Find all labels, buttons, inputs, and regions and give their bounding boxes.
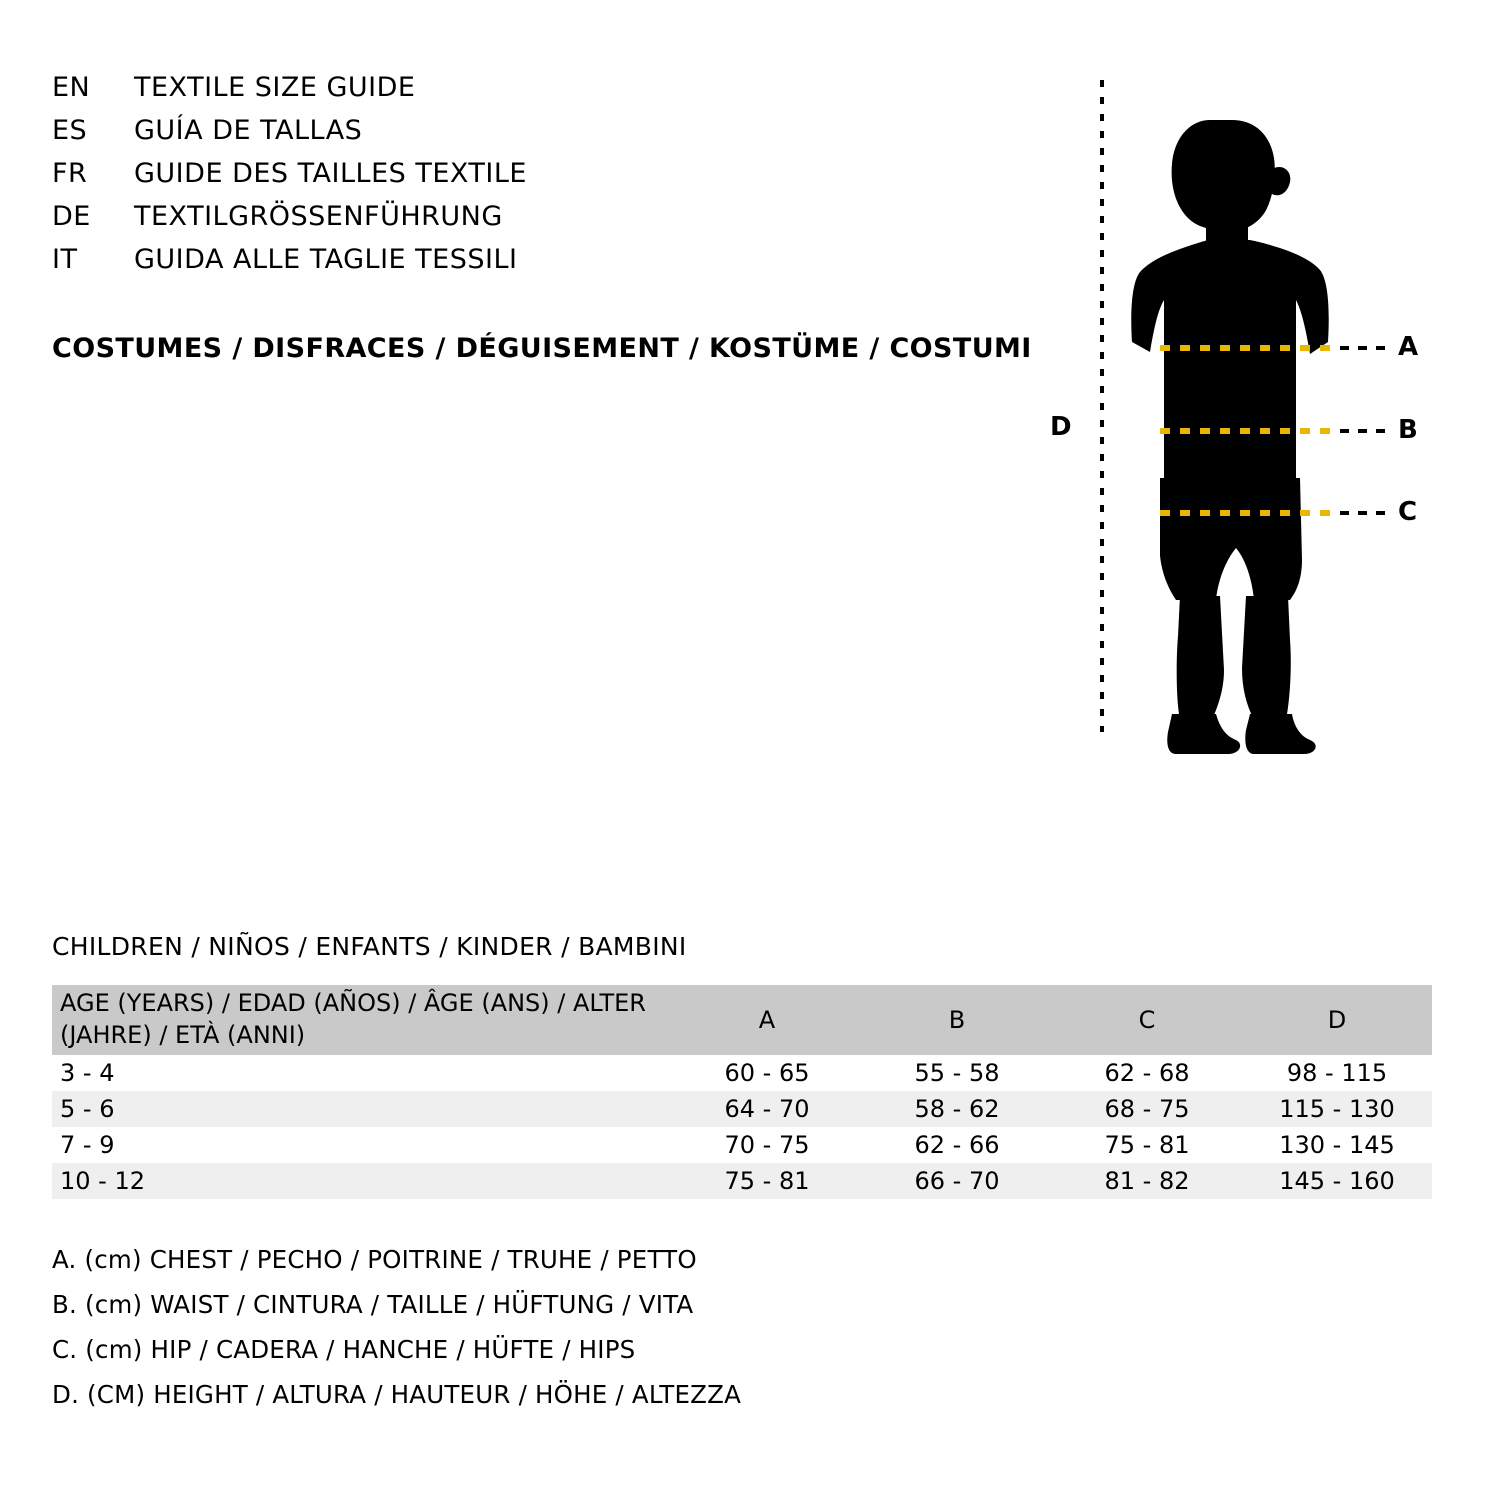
cell-c: 81 - 82 [1052, 1163, 1242, 1199]
cell-b: 66 - 70 [862, 1163, 1052, 1199]
cell-age: 3 - 4 [52, 1055, 672, 1091]
cell-b: 62 - 66 [862, 1127, 1052, 1163]
measurement-diagram [1040, 60, 1460, 760]
category-line: COSTUMES / DISFRACES / DÉGUISEMENT / KOSTÜME / COSTUMI [52, 333, 1032, 364]
language-title-list [52, 72, 1032, 287]
language-code: EN [52, 72, 91, 103]
language-code: IT [52, 244, 78, 275]
language-code: DE [52, 201, 91, 232]
language-title: GUIDA ALLE TAGLIE TESSILI [134, 244, 518, 275]
figure-label-a: A [1398, 332, 1419, 362]
cell-d: 115 - 130 [1242, 1091, 1432, 1127]
language-title: GUIDE DES TAILLES TEXTILE [134, 158, 527, 189]
cell-c: 62 - 68 [1052, 1055, 1242, 1091]
language-row-es [52, 115, 1032, 158]
column-header-b: B [862, 985, 1052, 1055]
language-title: TEXTILGRÖSSENFÜHRUNG [134, 201, 503, 232]
cell-b: 55 - 58 [862, 1055, 1052, 1091]
language-title: TEXTILE SIZE GUIDE [134, 72, 416, 103]
cell-age: 5 - 6 [52, 1091, 672, 1127]
language-row-en [52, 72, 1032, 115]
language-code: ES [52, 115, 88, 146]
silhouette-body [1131, 120, 1328, 754]
legend-item-a: A. (cm) CHEST / PECHO / POITRINE / TRUHE / PETTO [52, 1245, 697, 1274]
legend-item-c: C. (cm) HIP / CADERA / HANCHE / HÜFTE / HIPS [52, 1335, 636, 1364]
column-header-c: C [1052, 985, 1242, 1055]
figure-label-b: B [1398, 415, 1418, 445]
table-row [52, 1055, 1432, 1091]
child-silhouette-icon [1040, 60, 1460, 760]
measurement-legend [52, 1245, 741, 1425]
cell-c: 75 - 81 [1052, 1127, 1242, 1163]
cell-age: 10 - 12 [52, 1163, 672, 1199]
language-code: FR [52, 158, 88, 189]
language-row-it [52, 244, 1032, 287]
cell-a: 60 - 65 [672, 1055, 862, 1091]
cell-a: 70 - 75 [672, 1127, 862, 1163]
column-header-d: D [1242, 985, 1432, 1055]
cell-d: 98 - 115 [1242, 1055, 1432, 1091]
table-row [52, 1163, 1432, 1199]
size-table [52, 985, 1432, 1199]
cell-c: 68 - 75 [1052, 1091, 1242, 1127]
column-header-a: A [672, 985, 862, 1055]
cell-b: 58 - 62 [862, 1091, 1052, 1127]
table-header [52, 985, 1432, 1055]
table-body [52, 1055, 1432, 1199]
figure-label-c: C [1398, 497, 1418, 527]
cell-a: 64 - 70 [672, 1091, 862, 1127]
legend-item-d: D. (CM) HEIGHT / ALTURA / HAUTEUR / HÖHE / ALTEZZA [52, 1380, 742, 1409]
column-header-age: AGE (YEARS) / EDAD (AÑOS) / ÂGE (ANS) / ALTER (JAHRE) / ETÀ (ANNI) [52, 985, 672, 1055]
language-row-fr [52, 158, 1032, 201]
cell-d: 145 - 160 [1242, 1163, 1432, 1199]
language-title: GUÍA DE TALLAS [134, 115, 363, 146]
legend-item-b: B. (cm) WAIST / CINTURA / TAILLE / HÜFTUNG / VITA [52, 1290, 694, 1319]
language-row-de [52, 201, 1032, 244]
cell-a: 75 - 81 [672, 1163, 862, 1199]
cell-age: 7 - 9 [52, 1127, 672, 1163]
table-row [52, 1091, 1432, 1127]
table-row [52, 1127, 1432, 1163]
table-header-row [52, 985, 1432, 1055]
cell-d: 130 - 145 [1242, 1127, 1432, 1163]
table-caption: CHILDREN / NIÑOS / ENFANTS / KINDER / BAMBINI [52, 932, 687, 961]
figure-label-d: D [1050, 412, 1072, 442]
